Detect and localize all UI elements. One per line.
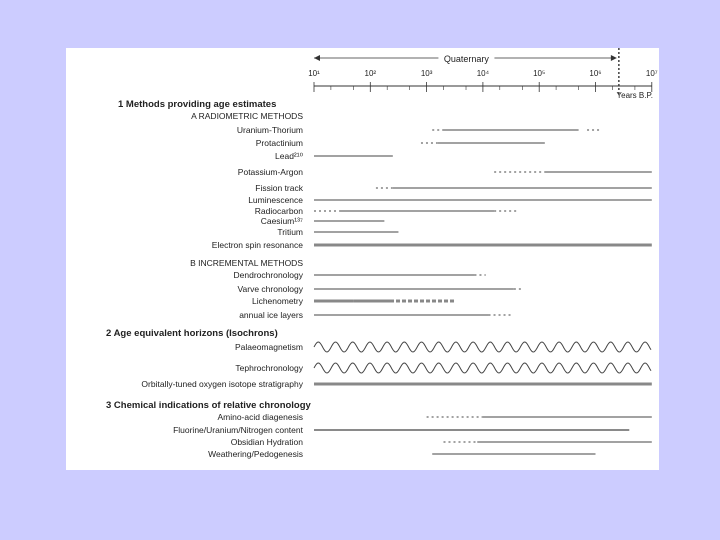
method-label: Luminescence — [248, 195, 303, 205]
method-label: Protactinium — [255, 138, 303, 148]
method-label: Radiocarbon — [254, 206, 303, 216]
method-label: Palaeomagnetism — [234, 342, 303, 352]
tick-label: 10⁷ — [645, 69, 658, 78]
section-heading: 1 Methods providing age estimates — [118, 99, 277, 110]
method-label: annual ice layers — [239, 310, 303, 320]
quaternary-title: Quaternary — [443, 54, 489, 64]
method-label: Dendrochronology — [233, 270, 303, 280]
tick-label: 10⁴ — [476, 69, 490, 78]
method-label: Caesium¹³⁷ — [260, 216, 303, 226]
method-label: Orbitally-tuned oxygen isotope stratigraphy — [141, 379, 303, 389]
method-label: Amino-acid diagenesis — [217, 412, 303, 422]
axis-unit-label: Years B.P. — [616, 91, 653, 100]
method-label: Tritium — [277, 227, 303, 237]
tick-label: 10⁶ — [589, 69, 602, 78]
section-heading: 3 Chemical indications of relative chronology — [106, 400, 311, 411]
tick-label: 10¹ — [308, 69, 320, 78]
method-label: Tephrochronology — [235, 363, 303, 373]
method-label: Fluorine/Uranium/Nitrogen content — [173, 425, 303, 435]
method-label: Varve chronology — [237, 284, 303, 294]
arrowhead-right — [611, 55, 617, 61]
tick-label: 10⁵ — [533, 69, 546, 78]
slide — [66, 48, 659, 470]
tick-label: 10³ — [420, 69, 433, 78]
method-label: Lead²¹⁰ — [275, 151, 303, 161]
method-label: Potassium-Argon — [237, 167, 303, 177]
isochron-wave — [314, 342, 651, 352]
method-label: Uranium-Thorium — [236, 125, 303, 135]
tick-label: 10² — [364, 69, 377, 78]
method-label: Fission track — [255, 183, 303, 193]
method-label: Obsidian Hydration — [230, 437, 303, 447]
section-heading: 2 Age equivalent horizons (Isochrons) — [106, 328, 278, 339]
method-label: Weathering/Pedogenesis — [208, 449, 303, 459]
subsection-heading: B INCREMENTAL METHODS — [190, 258, 303, 268]
arrowhead-left — [314, 55, 320, 61]
method-label: Electron spin resonance — [211, 240, 303, 250]
subsection-heading: A RADIOMETRIC METHODS — [191, 111, 303, 121]
isochron-wave — [314, 363, 651, 373]
dating-methods-chart — [66, 48, 659, 470]
method-label: Lichenometry — [251, 296, 303, 306]
